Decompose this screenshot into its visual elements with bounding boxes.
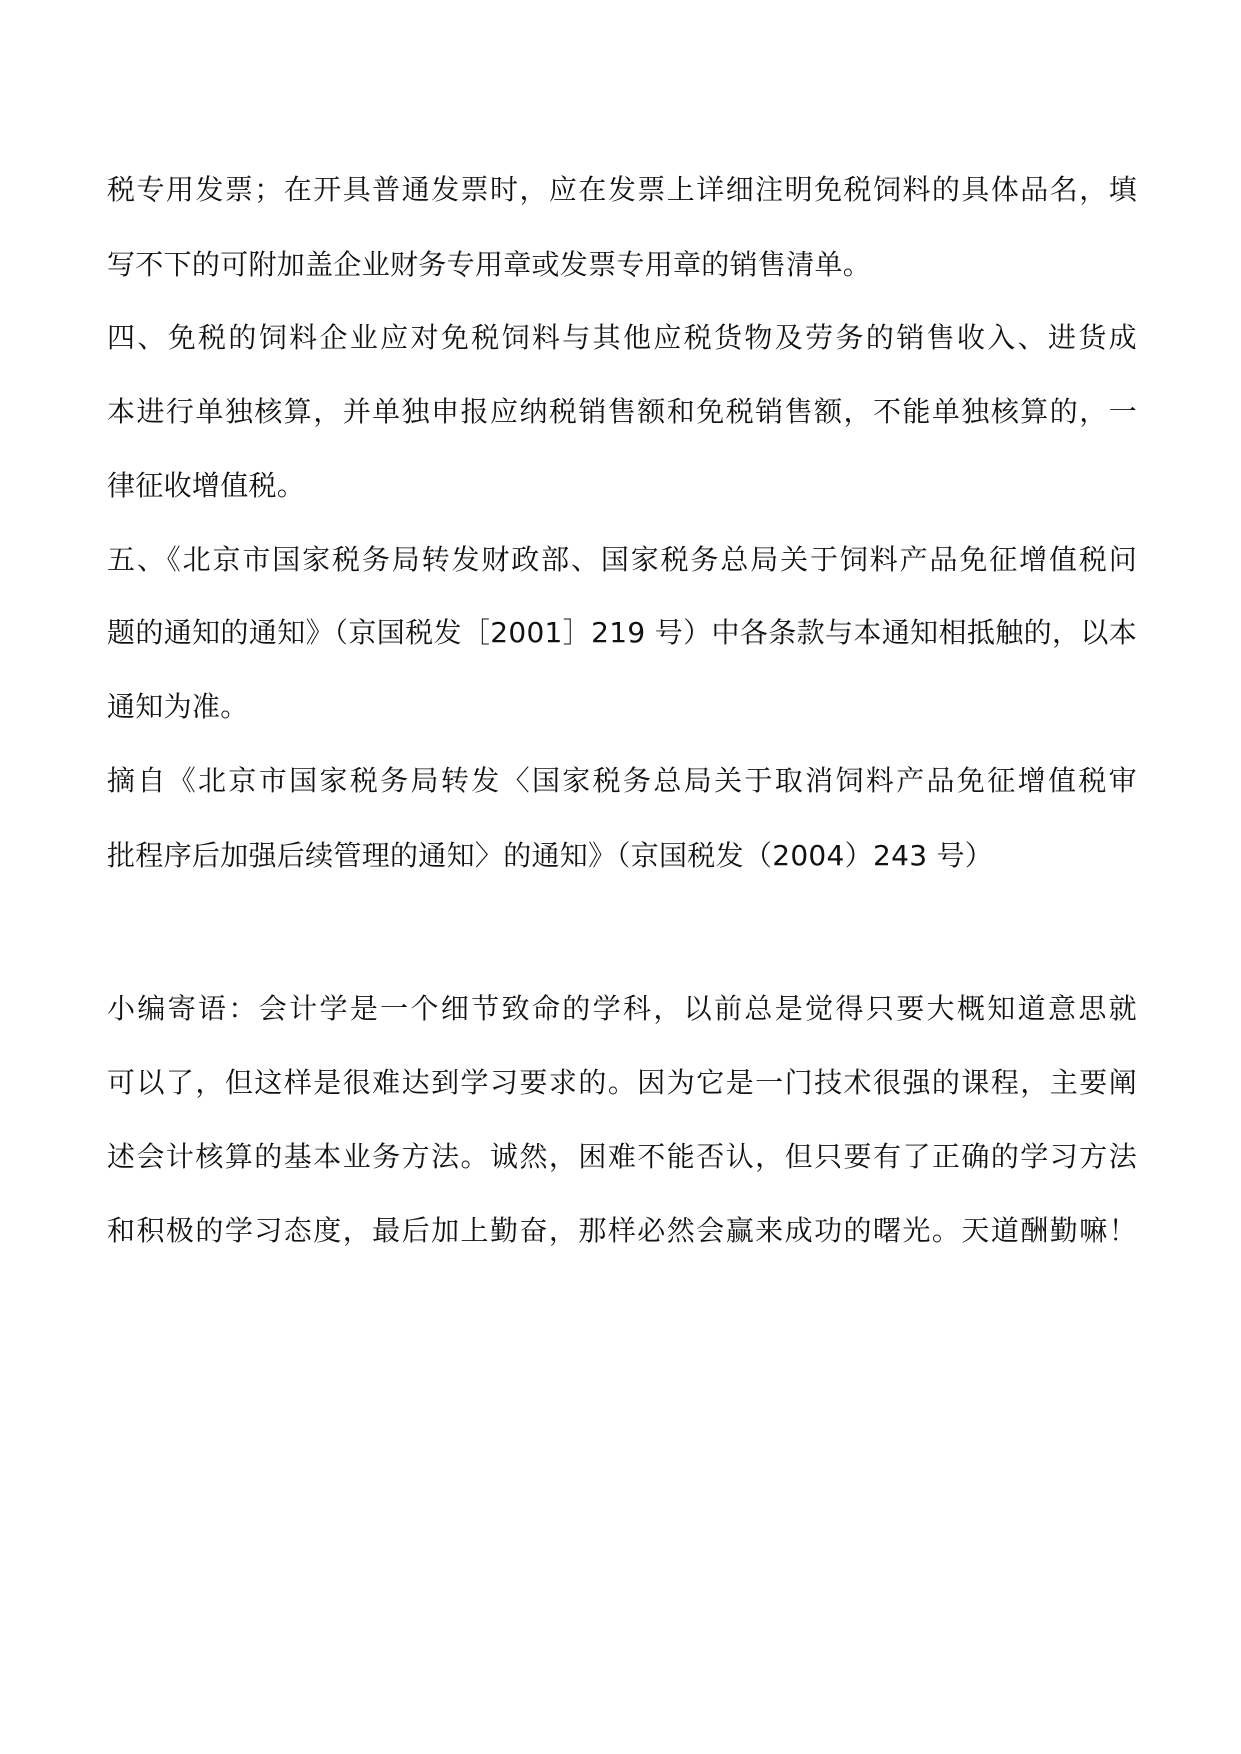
text-line-7: 题的通知的通知》（京国税发［2001］219 号）中各条款与本通知相抵触的，以本	[107, 616, 1137, 649]
text-line-2: 写不下的可附加盖企业财务专用章或发票专用章的销售清单。	[107, 248, 872, 281]
text-line-5: 律征收增值税。	[107, 469, 306, 502]
text-line-4: 本进行单独核算，并单独申报应纳税销售额和免税销售额，不能单独核算的，一	[107, 395, 1137, 428]
text-line-1: 税专用发票；在开具普通发票时，应在发票上详细注明免税饲料的具体品名，填	[107, 173, 1137, 206]
text-line-12: 可以了，但这样是很难达到学习要求的。因为它是一门技术很强的课程，主要阐	[107, 1066, 1137, 1099]
text-line-14: 和积极的学习态度，最后加上勤奋，那样必然会赢来成功的曙光。天道酬勤嘛！	[107, 1214, 1137, 1247]
text-line-9: 摘自《北京市国家税务局转发〈国家税务总局关于取消饲料产品免征增值税审	[107, 764, 1137, 797]
text-line-10: 批程序后加强后续管理的通知〉的通知》（京国税发（2004）243 号）	[107, 839, 994, 872]
text-line-8: 通知为准。	[107, 690, 249, 723]
text-line-3: 四、免税的饲料企业应对免税饲料与其他应税货物及劳务的销售收入、进货成	[107, 321, 1137, 354]
text-line-11: 小编寄语：会计学是一个细节致命的学科，以前总是觉得只要大概知道意思就	[107, 992, 1137, 1025]
text-line-13: 述会计核算的基本业务方法。诚然，困难不能否认，但只要有了正确的学习方法	[107, 1140, 1137, 1173]
text-line-6: 五、《北京市国家税务局转发财政部、国家税务总局关于饲料产品免征增值税问	[107, 543, 1137, 576]
